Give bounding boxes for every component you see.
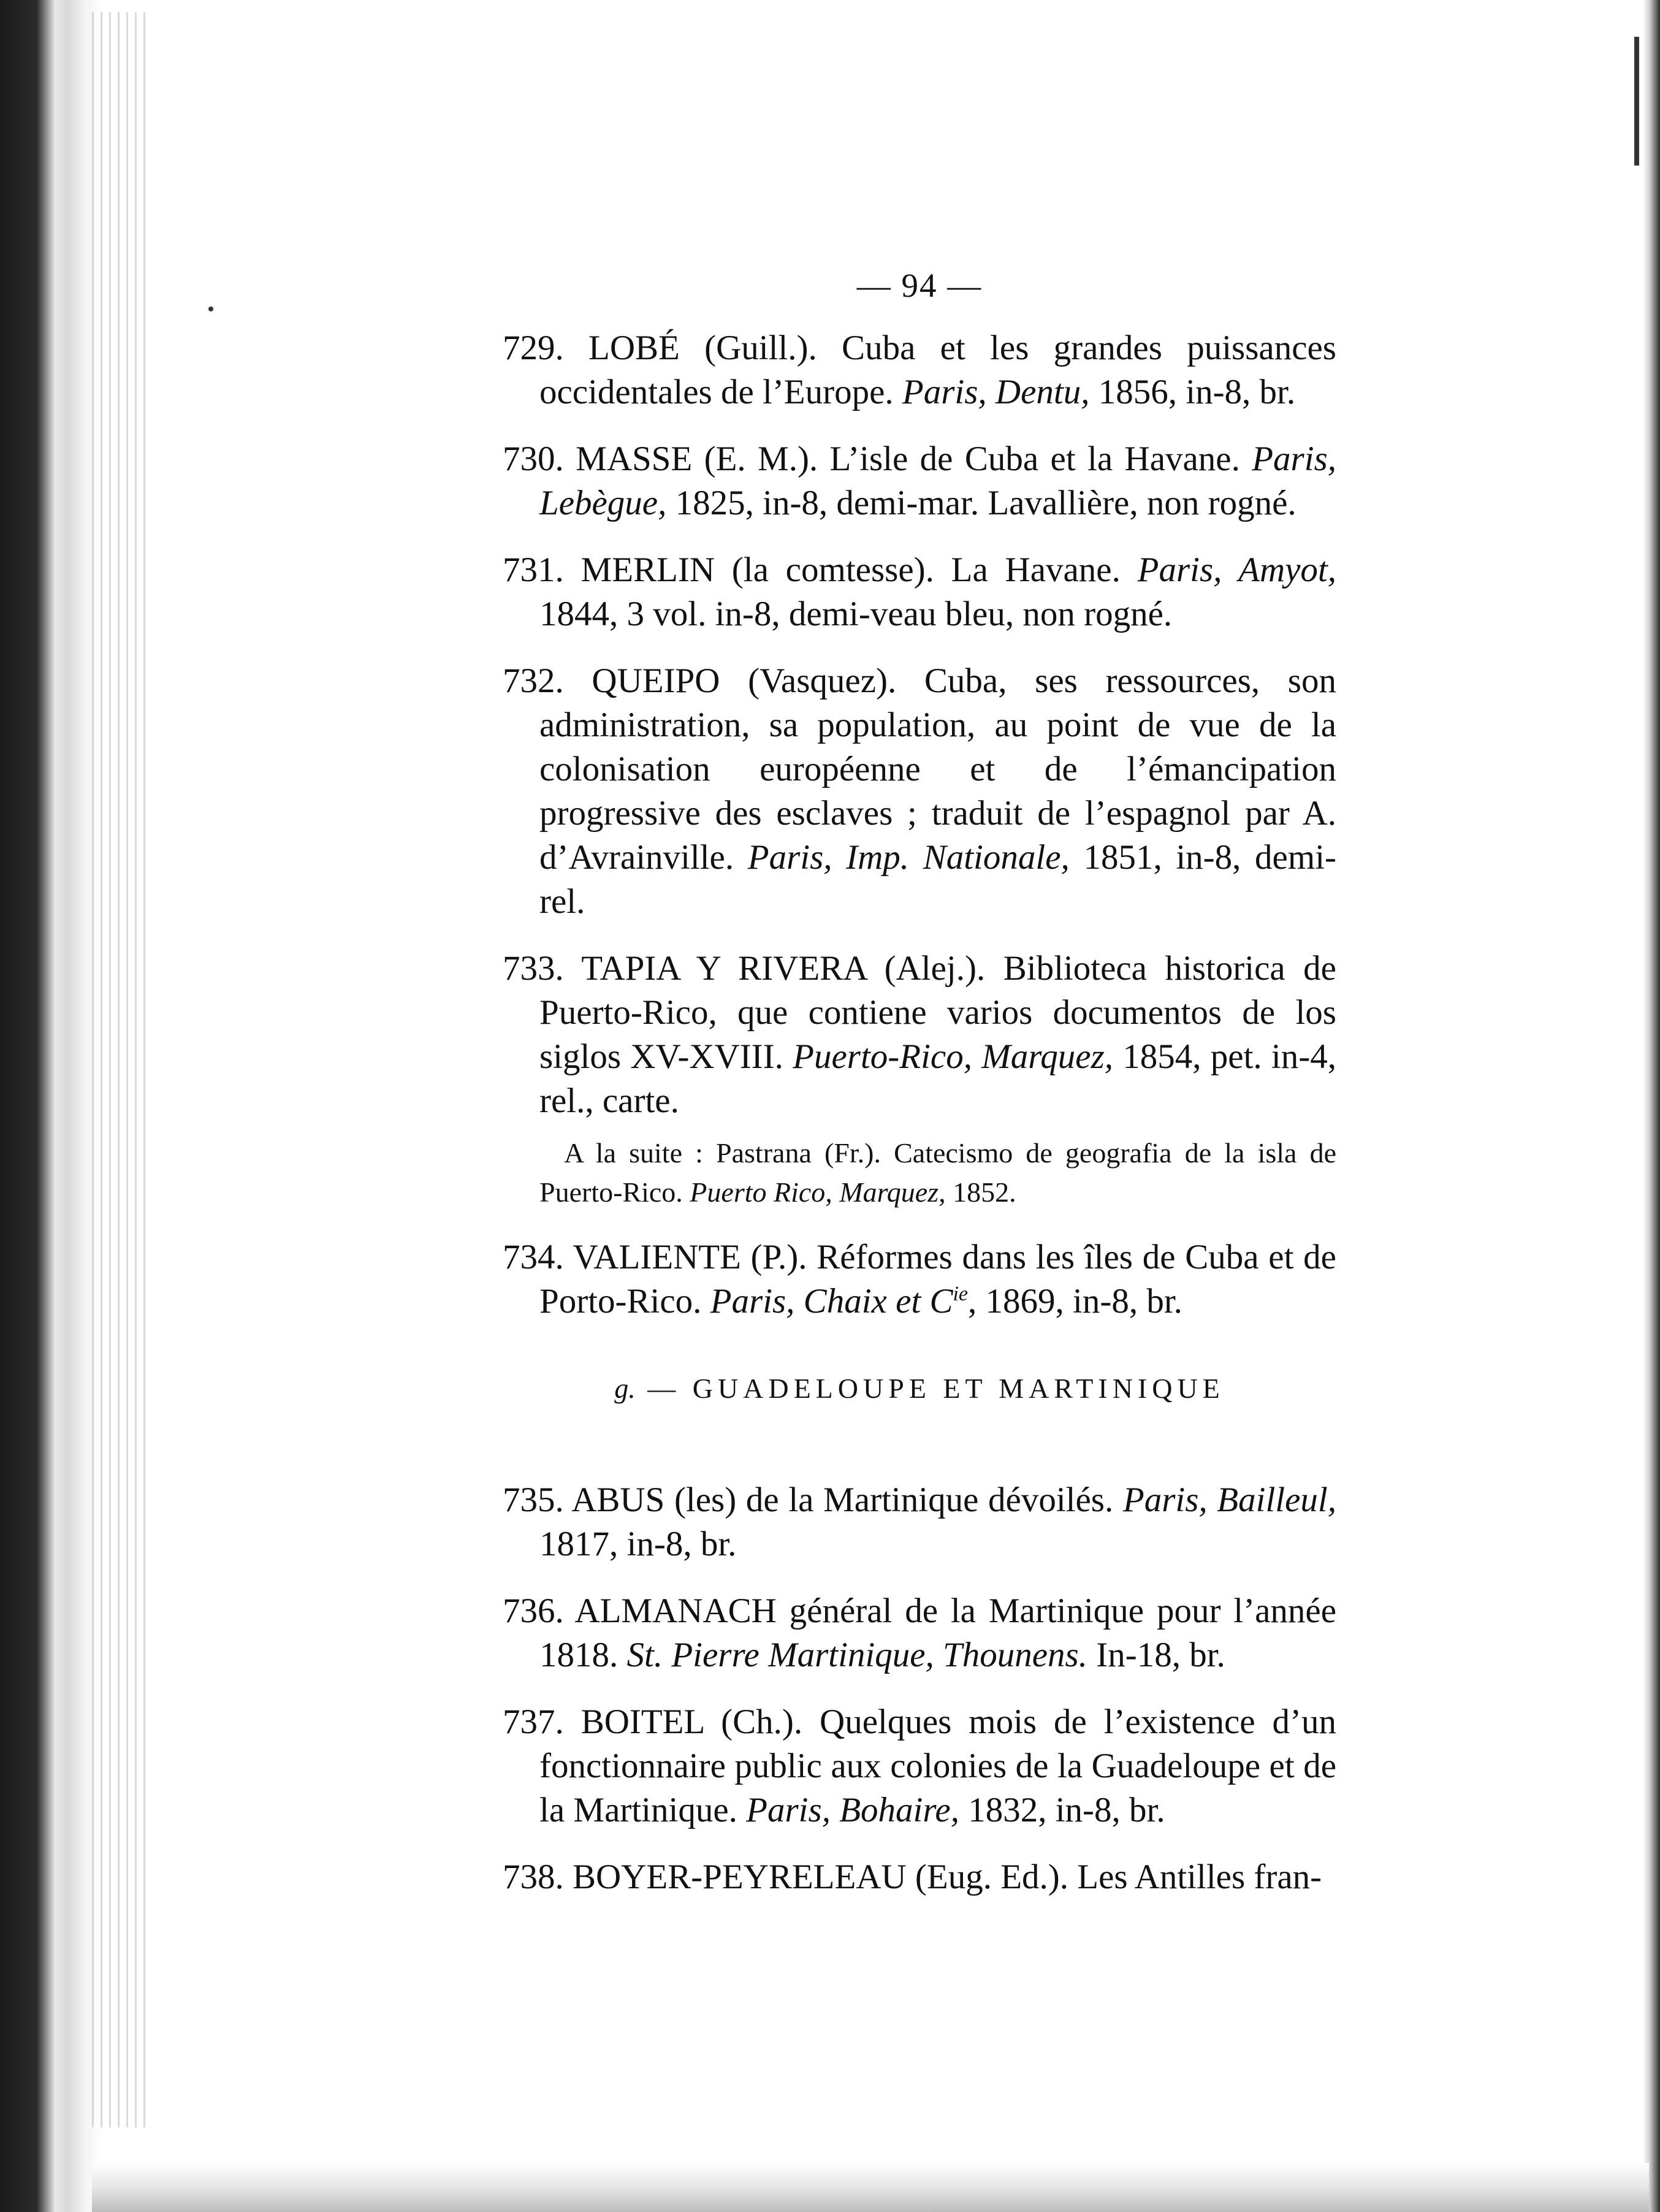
- entry-author: BOYER-PEYRELEAU (Eug. Ed.).: [573, 1858, 1068, 1896]
- entry-imprint: Paris, Dentu,: [902, 373, 1090, 411]
- entry-tail: 1854, pet. in-4, rel., carte.: [539, 1037, 1336, 1120]
- entry-number: 737.: [503, 1703, 564, 1741]
- entry-author: ALMANACH: [574, 1592, 777, 1630]
- entry-imprint: Paris, Amyot,: [1137, 551, 1337, 589]
- catalog-entry: [503, 1700, 1336, 1833]
- entry-tail: 1825, in-8, demi-mar. Lavallière, non rogné.: [666, 484, 1296, 522]
- entry-author: TAPIA Y RIVERA (Alej.).: [581, 949, 986, 988]
- entry-number: 736.: [503, 1592, 564, 1630]
- entry-tail: 1844, 3 vol. in-8, demi-veau bleu, non rogné.: [539, 595, 1173, 633]
- entry-author: MASSE (E. M.).: [576, 440, 818, 478]
- catalog-entry: [503, 947, 1336, 1123]
- section-heading: [503, 1367, 1336, 1411]
- entry-number: 729.: [503, 329, 564, 367]
- entry-number: 731.: [503, 551, 564, 589]
- entry-author: BOITEL (Ch.).: [581, 1703, 803, 1741]
- entry-imprint: St. Pierre Martinique, Thounens.: [626, 1636, 1087, 1674]
- entry-imprint: Paris, Bohaire,: [746, 1791, 959, 1829]
- entry-author: MERLIN (la comtesse).: [581, 551, 934, 589]
- entry-imprint: Paris, Imp. Nationale,: [747, 838, 1070, 877]
- scan-mark: [1634, 37, 1639, 166]
- entry-imprint: Paris, Lebègue,: [539, 440, 1337, 522]
- entry-tail: In-18, br.: [1087, 1636, 1225, 1674]
- entry-title: Cuba et les grandes puissances occidentales de l’Europe.: [539, 329, 1336, 411]
- entry-number: 733.: [503, 949, 564, 988]
- entries-before: [503, 326, 1336, 1123]
- entry-title: général de la Martinique pour l’année 1818.: [539, 1592, 1336, 1674]
- entries-after: [503, 1478, 1336, 1899]
- entry-tail: 1832, in-8, br.: [959, 1791, 1165, 1829]
- catalog-entry: [503, 1235, 1336, 1324]
- section-title: — GUADELOUPE ET MARTINIQUE: [635, 1373, 1225, 1404]
- catalog-entry: [503, 1589, 1336, 1677]
- entry-tail: , 1869, in-8, br.: [968, 1282, 1182, 1321]
- entry-tail: 1817, in-8, br.: [539, 1525, 737, 1563]
- catalog-entry: [503, 437, 1336, 525]
- catalog-entry: [503, 659, 1336, 924]
- entry-number: 734.: [503, 1238, 564, 1276]
- catalog-entry: [503, 1855, 1336, 1899]
- entry-title: La Havane.: [934, 551, 1138, 589]
- scan-border-left: [0, 0, 104, 2212]
- catalog-entry: [503, 548, 1336, 636]
- entry-title: Cuba, ses ressources, son administration, sa population, au point de vue de la colonisation européenne et de l’émancipation progressive des esclaves ; traduit de l’espagnol par A. d’Avrainville.: [539, 662, 1336, 877]
- entry-tail: 1856, in-8, br.: [1089, 373, 1296, 411]
- page-number: — 94 —: [856, 267, 983, 304]
- entry-imprint: Puerto-Rico, Marquez,: [793, 1037, 1114, 1076]
- entry-author: ABUS (les): [571, 1481, 737, 1519]
- entry-number: 732.: [503, 662, 564, 700]
- entry-number: 730.: [503, 440, 564, 478]
- book-spine-edge: [92, 12, 147, 2127]
- entry-title: L’isle de Cuba et la Havane.: [818, 440, 1252, 478]
- entry-number: 738.: [503, 1858, 564, 1896]
- entry-imprint: Paris, Chaix et C: [710, 1282, 953, 1321]
- entry-title: Quelques mois de l’existence d’un fonctionnaire public aux colonies de la Guadeloupe et de la Martinique.: [539, 1703, 1337, 1829]
- speck: [208, 307, 213, 311]
- catalog-page: [503, 264, 1336, 1922]
- entry-title: Réformes dans les îles de Cuba et de Porto-Rico.: [539, 1238, 1336, 1321]
- entry-note: [503, 1134, 1336, 1212]
- entry-author: VALIENTE (P.).: [573, 1238, 807, 1276]
- entry-title: Biblioteca historica de Puerto-Rico, que contiene varios documentos de los siglos XV-XVIII.: [539, 949, 1336, 1076]
- note-tail: 1852.: [945, 1177, 1016, 1208]
- note-text: A la suite : Pastrana (Fr.). Catecismo de geografia de la isla de Puerto-Rico.: [539, 1137, 1336, 1208]
- entry-imprint: Paris, Bailleul,: [1122, 1481, 1337, 1519]
- entry-title: de la Martinique dévoilés.: [736, 1481, 1123, 1519]
- entry-number: 735.: [503, 1481, 564, 1519]
- entry-imprint-sup: ie: [953, 1283, 969, 1305]
- scan-border-right: [1643, 0, 1660, 2212]
- section-letter: g.: [614, 1373, 636, 1404]
- entry-tail: 1851, in-8, demi-rel.: [539, 838, 1337, 921]
- note-imprint: Puerto Rico, Marquez,: [690, 1177, 946, 1208]
- catalog-entry: [503, 1478, 1336, 1566]
- entry-title: Les Antilles fran-: [1068, 1858, 1322, 1896]
- catalog-entry: [503, 326, 1336, 414]
- scan-border-bottom: [92, 2163, 1649, 2212]
- entry-author: QUEIPO (Vasquez).: [592, 662, 897, 700]
- entry-author: LOBÉ (Guill.).: [588, 329, 817, 367]
